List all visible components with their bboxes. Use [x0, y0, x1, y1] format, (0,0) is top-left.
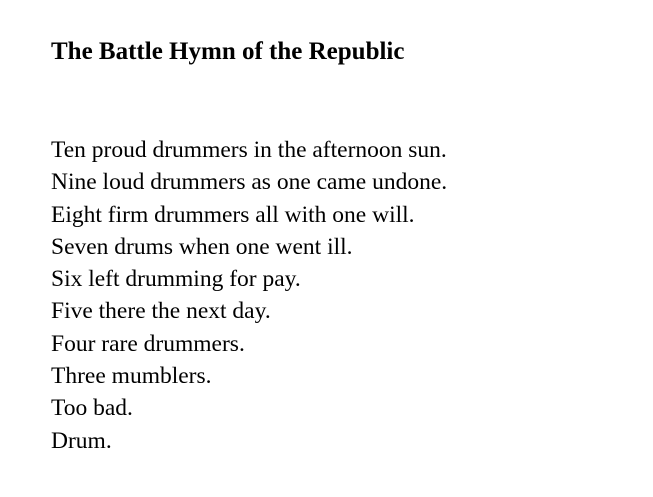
- poem-line: Nine loud drummers as one came undone.: [51, 169, 448, 196]
- poem-line: Four rare drummers.: [51, 330, 245, 357]
- poem-line: Seven drums when one went ill.: [51, 233, 353, 260]
- poem-body: [51, 134, 447, 457]
- poem-line: Five there the next day.: [51, 298, 271, 325]
- poem-line: Six left drumming for pay.: [51, 266, 301, 293]
- poem-line: Too bad.: [51, 395, 133, 422]
- poem-line: Eight firm drummers all with one will.: [51, 201, 415, 228]
- poem-line: Ten proud drummers in the afternoon sun.: [51, 137, 447, 163]
- poem-line: Three mumblers.: [51, 363, 212, 390]
- poem-line: Drum.: [51, 427, 112, 454]
- document-title: The Battle Hymn of the Republic: [51, 38, 405, 65]
